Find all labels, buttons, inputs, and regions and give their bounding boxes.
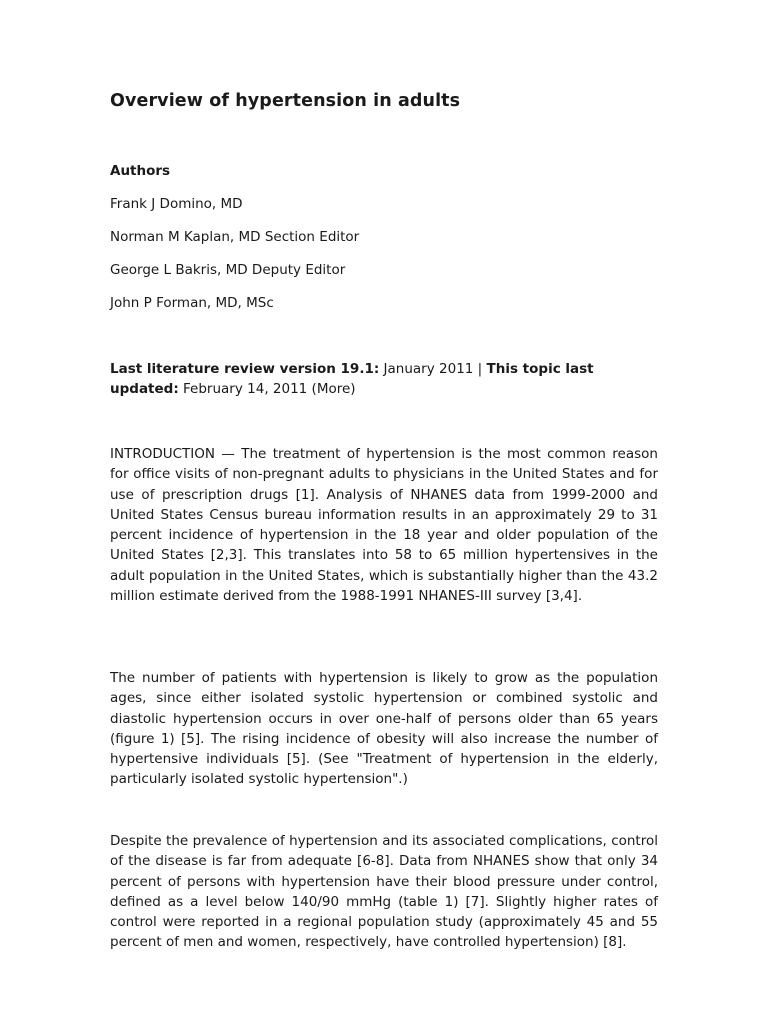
review-version-label: Last literature review version 19.1: [110, 361, 380, 377]
topic-updated-date: February 14, 2011 (More) [178, 381, 356, 397]
author-name: George L Bakris, MD Deputy Editor [110, 262, 346, 278]
review-version-date: January 2011 | [379, 361, 487, 377]
author-name: Norman M Kaplan, MD Section Editor [110, 229, 360, 245]
document-title: Overview of hypertension in adults [110, 91, 461, 111]
introduction-paragraph: INTRODUCTION — The treatment of hypertension is the most common reason for office visits of non-pregnant adults to physicians in the United States and for use of prescription drugs [1]. Analysis of NHANES data from 1999-2000 and United States Census bureau information results in an approximately 29 to 31 percent incidence of hypertension in the 18 year and older population of the United States [2,3]. This translates into 58 to 65 million hypertensives in the adult population in the United States, which is substantially higher than the 43.2 million estimate derived from the 1988-1991 NHANES-III survey [3,4]. [110, 446, 658, 605]
body-paragraph: The number of patients with hypertension is likely to grow as the population ages, since either isolated systolic hypertension or combined systolic and diastolic hypertension occurs in over one-half of persons older than 65 years (figure 1) [5]. The rising incidence of obesity will also increase the number of hypertensive individuals [5]. (See "Treatment of hypertension in the elderly, particularly isolated systolic hypertension".) [110, 670, 658, 788]
topic-updated-label: This topic last updated: [110, 361, 594, 397]
authors-heading: Authors [110, 163, 171, 179]
review-info [110, 359, 658, 399]
body-paragraph: Despite the prevalence of hypertension and its associated complications, control of the disease is far from adequate [6-8]. Data from NHANES show that only 34 percent of persons with hypertension have their blood pressure under control, defined as a level below 140/90 mmHg (table 1) [7]. Slightly higher rates of control were reported in a regional population study (approximately 45 and 55 percent of men and women, respectively, have controlled hypertension) [8]. [110, 833, 658, 951]
author-name: John P Forman, MD, MSc [110, 295, 274, 311]
author-name: Frank J Domino, MD [110, 196, 243, 212]
